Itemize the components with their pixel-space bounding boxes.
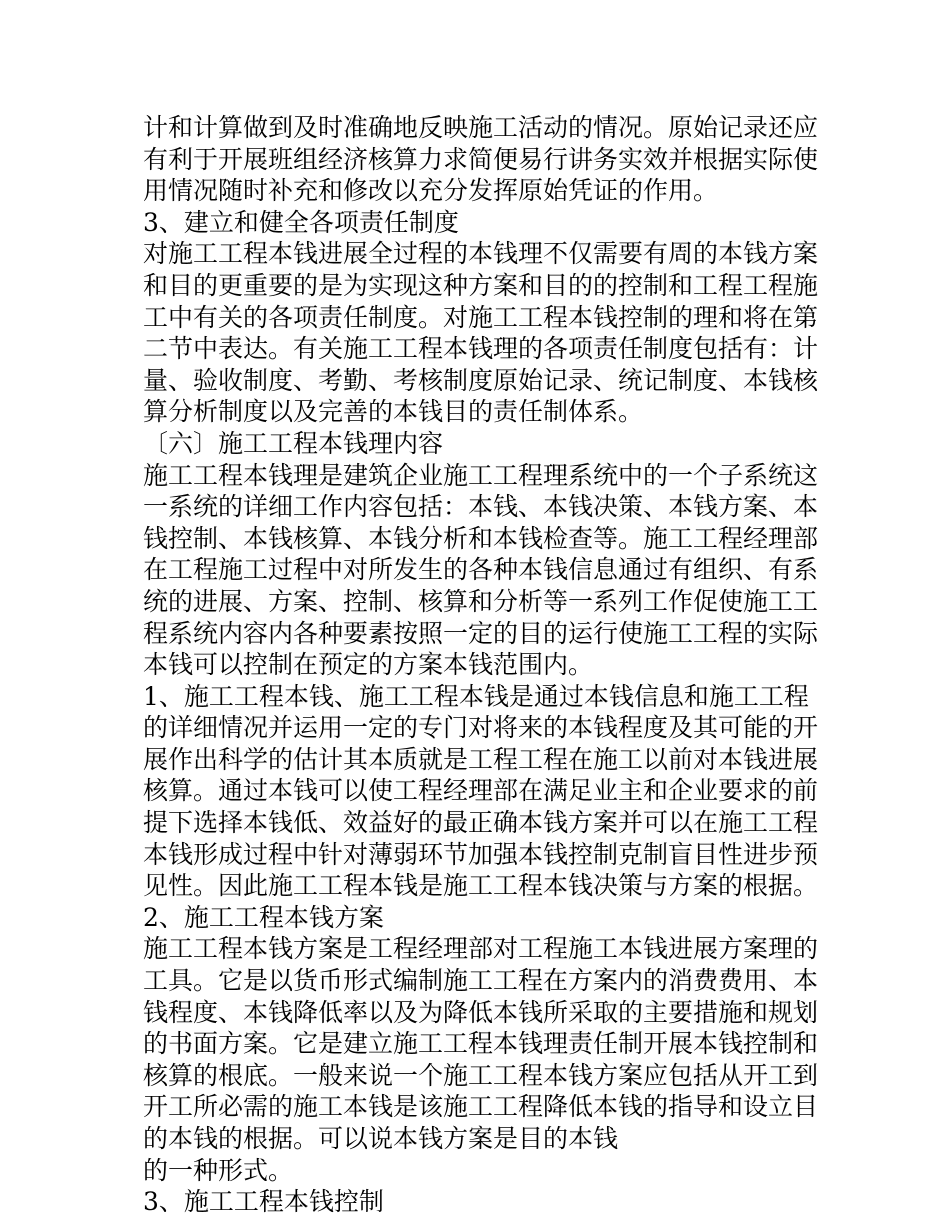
section-heading: 3、施工工程本钱控制 xyxy=(143,1187,384,1217)
text-line: 有利于开展班组经济核算力求简便易行讲务实效并根据实际使 xyxy=(143,144,819,174)
section-heading: 2、施工工程本钱方案 xyxy=(143,902,384,932)
section-heading: 〔六〕施工工程本钱理内容 xyxy=(143,428,444,458)
text-line: 统的进展、方案、控制、核算和分析等一系列工作促使施工工 xyxy=(143,586,819,616)
text-line: 量、验收制度、考勤、考核制度原始记录、统记制度、本钱核 xyxy=(143,365,819,395)
section-heading: 1、施工工程本钱、施工工程本钱是通过本钱信息和施工工程 xyxy=(143,681,809,711)
text-line: 核算的根底。一般来说一个施工工程本钱方案应包括从开工到 xyxy=(143,1060,819,1090)
text-line: 的一种形式。 xyxy=(143,1155,294,1185)
text-line: 的书面方案。它是建立施工工程本钱理责任制开展本钱控制和 xyxy=(143,1029,819,1059)
text-line: 施工工程本钱理是建筑企业施工工程理系统中的一个子系统这 xyxy=(143,460,819,490)
text-line: 二节中表达。有关施工工程本钱理的各项责任制度包括有：计 xyxy=(143,334,819,364)
text-line: 算分析制度以及完善的本钱目的责任制体系。 xyxy=(143,397,644,427)
body-text xyxy=(143,112,823,1218)
text-line: 的详细情况并运用一定的专门对将来的本钱程度及其可能的开 xyxy=(143,713,819,743)
text-line: 用情况随时补充和修改以充分发挥原始凭证的作用。 xyxy=(143,176,719,206)
text-line: 和目的更重要的是为实现这种方案和目的的控制和工程工程施 xyxy=(143,270,819,300)
text-line: 本钱可以控制在预定的方案本钱范围内。 xyxy=(143,650,594,680)
text-line: 程系统内容内各种要素按照一定的目的运行使施工工程的实际 xyxy=(143,618,819,648)
text-line: 展作出科学的估计其本质就是工程工程在施工以前对本钱进展 xyxy=(143,744,819,774)
text-line: 对施工工程本钱进展全过程的本钱理不仅需要有周的本钱方案 xyxy=(143,239,819,269)
section-heading: 3、建立和健全各项责任制度 xyxy=(143,207,459,237)
text-line: 提下选择本钱低、效益好的最正确本钱方案并可以在施工工程 xyxy=(143,808,819,838)
text-line: 核算。通过本钱可以使工程经理部在满足业主和企业要求的前 xyxy=(143,776,819,806)
text-line: 的本钱的根据。可以说本钱方案是目的本钱 xyxy=(143,1124,619,1153)
text-line: 开工所必需的施工本钱是该施工工程降低本钱的指导和设立目 xyxy=(143,1092,819,1122)
text-line: 计和计算做到及时准确地反映施工活动的情况。原始记录还应 xyxy=(143,113,819,142)
text-line: 一系统的详细工作内容包括：本钱、本钱决策、本钱方案、本 xyxy=(143,492,819,522)
text-line: 工具。它是以货币形式编制施工工程在方案内的消费费用、本 xyxy=(143,966,819,996)
text-line: 本钱形成过程中针对薄弱环节加强本钱控制克制盲目性进步预 xyxy=(143,839,819,869)
text-line: 钱程度、本钱降低率以及为降低本钱所采取的主要措施和规划 xyxy=(143,997,819,1027)
text-line: 钱控制、本钱核算、本钱分析和本钱检查等。施工工程经理部 xyxy=(143,523,819,553)
text-line: 见性。因此施工工程本钱是施工工程本钱决策与方案的根据。 xyxy=(143,871,819,901)
text-line: 施工工程本钱方案是工程经理部对工程施工本钱进展方案理的 xyxy=(143,934,819,964)
text-line: 工中有关的各项责任制度。对施工工程本钱控制的理和将在第 xyxy=(143,302,819,332)
text-line: 在工程施工过程中对所发生的各种本钱信息通过有组织、有系 xyxy=(143,555,819,585)
